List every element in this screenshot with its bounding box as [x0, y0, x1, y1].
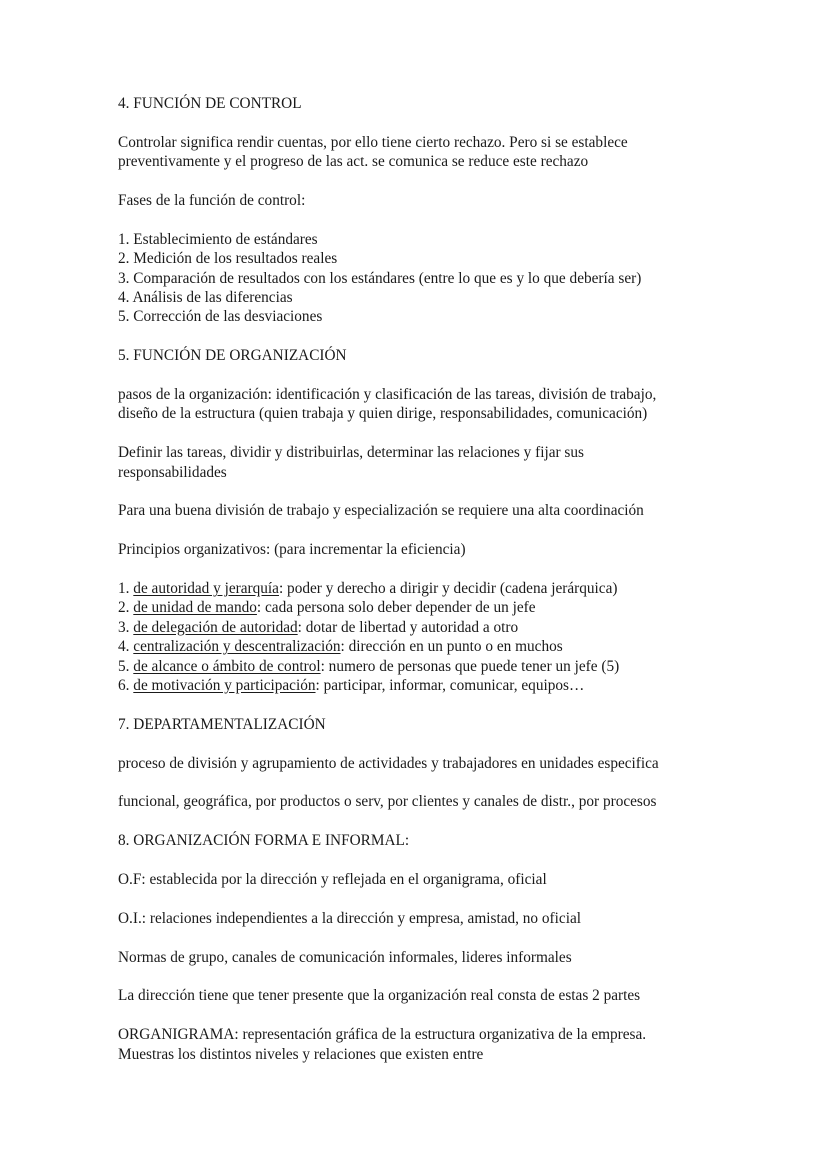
item-desc: : poder y derecho a dirigir y decidir (cadena jerárquica) [278, 580, 618, 598]
list-item [118, 657, 808, 676]
item-term: de alcance o ámbito de control [133, 657, 321, 675]
list-item: 2. Medición de los resultados reales [118, 250, 338, 268]
item-number: 2. [118, 599, 134, 617]
paragraph [118, 443, 808, 482]
paragraph-line: Controlar significa rendir cuentas, por ello tiene cierto rechazo. Pero si se establece [118, 133, 628, 151]
list-item [118, 637, 808, 656]
item-number: 1. [118, 580, 134, 598]
paragraph [118, 385, 808, 424]
list-item [118, 676, 808, 695]
section-heading: 4. FUNCIÓN DE CONTROL [118, 95, 302, 112]
item-desc: : participar, informar, comunicar, equipos… [315, 677, 585, 695]
list-item: 5. Corrección de las desviaciones [118, 308, 323, 326]
item-number: 3. [118, 618, 134, 636]
item-term: de autoridad y jerarquía [133, 580, 279, 598]
paragraph-line: ORGANIGRAMA: representación gráfica de la estructura organizativa de la empresa. [118, 1026, 647, 1044]
paragraph-line: diseño de la estructura (quien trabaja y quien dirige, responsabilidades, comunicación) [118, 405, 648, 423]
item-desc: : dirección en un punto o en muchos [340, 638, 563, 656]
list-item [118, 618, 808, 637]
item-term: centralización y descentralización [133, 638, 341, 656]
paragraph-line: responsabilidades [118, 463, 227, 481]
item-term: de motivación y participación [133, 677, 316, 695]
principles-list [118, 579, 808, 695]
paragraph: O.F: establecida por la dirección y reflejada en el organigrama, oficial [118, 871, 547, 889]
item-number: 5. [118, 657, 134, 675]
section-heading: 7. DEPARTAMENTALIZACIÓN [118, 715, 326, 733]
paragraph-line: Muestras los distintos niveles y relaciones que existen entre [118, 1045, 484, 1063]
document-page [118, 94, 808, 1064]
paragraph: proceso de división y agrupamiento de actividades y trabajadores en unidades especifica [118, 754, 659, 772]
phases-list [118, 230, 808, 327]
paragraph-line: pasos de la organización: identificación y clasificación de las tareas, división de trabajo, [118, 386, 657, 404]
section-heading: 5. FUNCIÓN DE ORGANIZACIÓN [118, 347, 347, 365]
item-desc: : dotar de libertad y autoridad a otro [297, 618, 519, 636]
section-heading: 8. ORGANIZACIÓN FORMA E INFORMAL: [118, 832, 410, 850]
list-item: 1. Establecimiento de estándares [118, 230, 318, 248]
paragraph [118, 133, 808, 172]
item-number: 6. [118, 677, 134, 695]
item-desc: : numero de personas que puede tener un jefe (5) [320, 657, 620, 675]
list-item: 4. Análisis de las diferencias [118, 289, 293, 307]
list-intro: Fases de la función de control: [118, 192, 306, 209]
paragraph: Para una buena división de trabajo y especialización se requiere una alta coordinación [118, 502, 644, 520]
list-intro: Principios organizativos: (para incrementar la eficiencia) [118, 541, 466, 559]
paragraph-line: Definir las tareas, dividir y distribuirlas, determinar las relaciones y fijar sus [118, 444, 584, 462]
paragraph: O.I.: relaciones independientes a la dirección y empresa, amistad, no oficial [118, 909, 581, 927]
item-number: 4. [118, 638, 134, 656]
paragraph-line: preventivamente y el progreso de las act. se comunica se reduce este rechazo [118, 153, 589, 171]
item-term: de delegación de autoridad [133, 618, 298, 636]
list-item: 3. Comparación de resultados con los estándares (entre lo que es y lo que debería ser) [118, 269, 642, 287]
paragraph: funcional, geográfica, por productos o serv, por clientes y canales de distr., por procesos [118, 793, 657, 811]
item-term: de unidad de mando [133, 599, 257, 617]
list-item [118, 579, 808, 598]
paragraph: La dirección tiene que tener presente que la organización real consta de estas 2 partes [118, 987, 641, 1005]
paragraph: Normas de grupo, canales de comunicación informales, lideres informales [118, 948, 572, 966]
list-item [118, 598, 808, 617]
paragraph [118, 1025, 808, 1064]
item-desc: : cada persona solo deber depender de un jefe [256, 599, 536, 617]
